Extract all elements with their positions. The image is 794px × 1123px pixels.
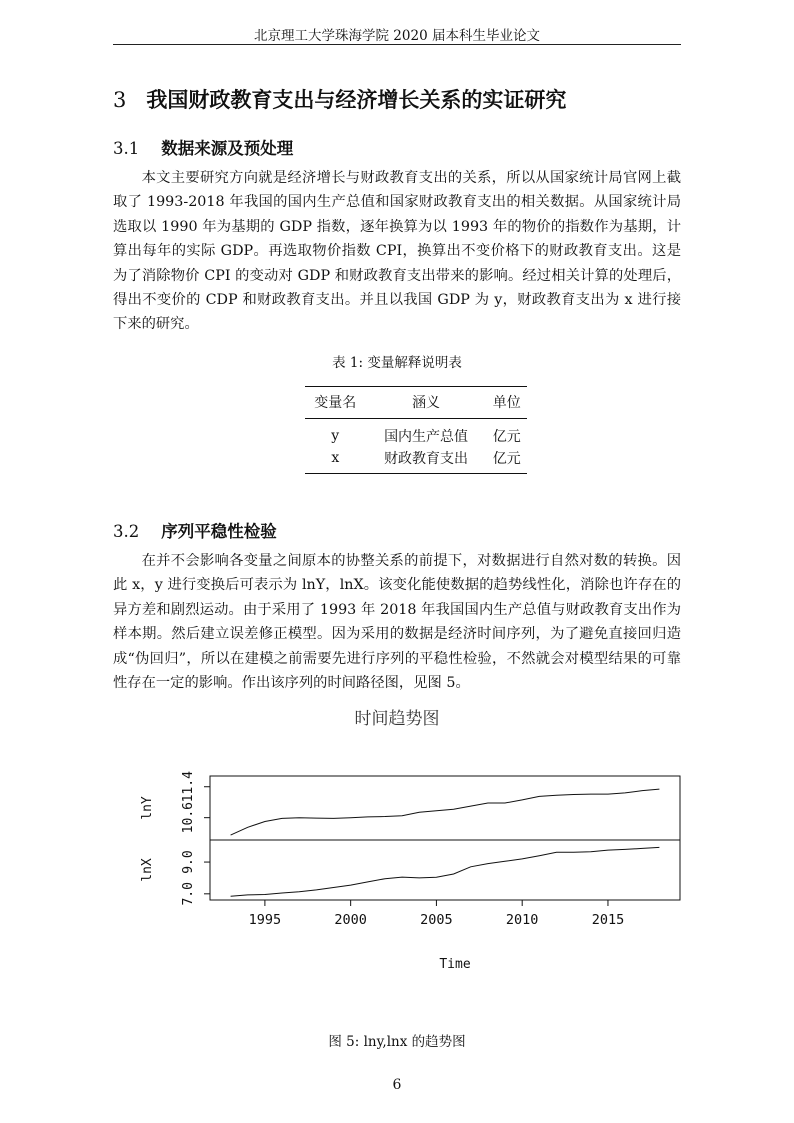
table-header-cell: 单位 (487, 387, 527, 419)
chapter-title: 我国财政教育支出与经济增长关系的实证研究 (146, 87, 567, 112)
table-cell: 财政教育支出 (366, 447, 487, 474)
section-title: 数据来源及预处理 (161, 139, 294, 158)
x-tick-label: 2000 (334, 912, 367, 928)
chapter-heading (113, 84, 566, 114)
series-line-lnx (231, 847, 660, 896)
section-heading-3-2 (113, 518, 277, 542)
section-title: 序列平稳性检验 (161, 522, 277, 541)
x-tick-label: 2015 (591, 912, 625, 928)
table-caption: 表 1: 变量解释说明表 (332, 355, 462, 371)
table-header-cell: 变量名 (305, 387, 366, 419)
table-row (305, 419, 527, 448)
x-tick-label: 1995 (248, 912, 282, 928)
y-tick-label: 7.0 (181, 882, 196, 906)
x-axis-label: Time (439, 957, 471, 972)
y-tick-label: 11.4 (181, 771, 196, 803)
time-series-chart (0, 760, 794, 990)
section-number: 3.2 (113, 522, 140, 541)
table-cell: 亿元 (487, 447, 527, 474)
x-tick-label: 2005 (420, 912, 453, 928)
running-header: 北京理工大学珠海学院 2020 届本科生毕业论文 (254, 28, 540, 44)
table-header-row (305, 387, 527, 419)
page-number: 6 (392, 1077, 402, 1093)
plot-frame (210, 776, 680, 900)
table-row (305, 447, 527, 474)
section-3-1-paragraph: 本文主要研究方向就是经济增长与财政教育支出的关系，所以从国家统计局官网上截取了 1993-2018 年我国的国内生产总值和国家财政教育支出的相关数据。从国家统计局选取以 1990 年为基期的 GDP 指数，逐年换算为以 1993 年的物价的指数作为基期，计算出每年的实际 GDP。再选取物价指数 CPI，换算出不变价格下的财政教育支出。这是为了消除物价 CPI 的变动对 GDP 和财政教育支出带来的影响。经过相关计算的处理后，得出不变价的 CDP 和财政教育支出。并且以我国 GDP 为 y，财政教育支出为 x 进行接下来的研究。 (113, 170, 681, 333)
chart-title: 时间趋势图 (354, 709, 440, 729)
table-header-cell: 涵义 (366, 387, 487, 419)
table-cell: 亿元 (492, 429, 521, 445)
variable-table (305, 386, 527, 474)
section-number: 3.1 (113, 139, 140, 158)
section-heading-3-1 (113, 135, 293, 159)
table-cell: y (331, 428, 340, 444)
chapter-number: 3 (113, 88, 127, 112)
panel-label-lnx: lnX (140, 858, 155, 882)
table-cell: 国内生产总值 (384, 429, 469, 445)
figure-caption: 图 5: lny,lnx 的趋势图 (328, 1034, 466, 1050)
header-divider (113, 44, 681, 45)
table-cell: x (305, 447, 366, 474)
y-tick-label: 9.0 (181, 850, 196, 874)
x-tick-label: 2010 (505, 912, 539, 928)
y-tick-label: 10.6 (181, 802, 196, 834)
panel-label-lny: lnY (140, 796, 155, 820)
series-line-lny (231, 789, 660, 835)
section-3-2-paragraph: 在并不会影响各变量之间原本的协整关系的前提下，对数据进行自然对数的转换。因此 x，y 进行变换后可表示为 lnY，lnX。该变化能使数据的趋势线性化，消除也许存在的异方差和剧烈运动。由于采用了 1993 年 2018 年我国国内生产总值与财政教育支出作为样本期。然后建立误差修正模型。因为采用的数据是经济时间序列，为了避免直接回归造成“伪回归”，所以在建模之前需要先进行序列的平稳性检验，不然就会对模型结果的可靠性存在一定的影响。作出该序列的时间路径图，见图 5。 (113, 553, 681, 692)
